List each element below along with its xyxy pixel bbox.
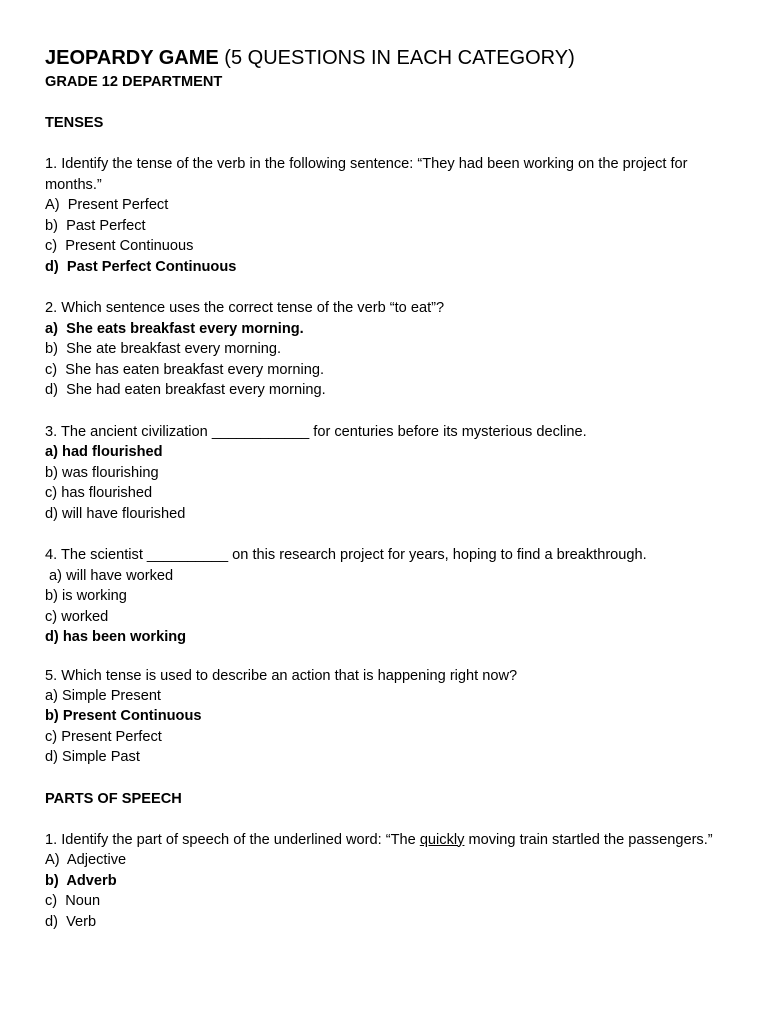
answer-option: a) will have worked	[45, 567, 174, 584]
answer-option: b) is working	[45, 588, 127, 604]
document-page	[45, 46, 725, 932]
question-text-end: moving train startled the passengers.”	[464, 831, 713, 848]
answer-option: c) Present Continuous	[45, 238, 194, 254]
answer-option-correct: d) Past Perfect Continuous	[45, 258, 237, 275]
answer-option: d) will have flourished	[45, 505, 186, 522]
answer-option-correct: a) had flourished	[45, 444, 163, 460]
answer-option: b) She ate breakfast every morning.	[45, 341, 282, 357]
answer-option: c) worked	[45, 608, 109, 625]
answer-option-correct: b) Present Continuous	[45, 708, 202, 724]
answer-option: d) She had eaten breakfast every morning.	[45, 382, 326, 398]
answer-option: c) has flourished	[45, 485, 153, 501]
answer-option-correct: a) She eats breakfast every morning.	[45, 320, 304, 337]
answer-option: d) Simple Past	[45, 749, 140, 765]
question-text: 5. Which tense is used to describe an action that is happening right now?	[45, 667, 518, 684]
answer-option: c) Noun	[45, 893, 101, 909]
answer-option: b) Past Perfect	[45, 217, 146, 234]
answer-option: A) Present Perfect	[45, 197, 169, 213]
answer-option-correct: b) Adverb	[45, 872, 117, 889]
title-subtitle: (5 QUESTIONS IN EACH CATEGORY)	[218, 47, 575, 69]
department-heading: GRADE 12 DEPARTMENT	[45, 74, 223, 90]
answer-option-correct: d) has been working	[45, 629, 187, 645]
question-text-start: 1. Identify the part of speech of the underlined word: “The	[45, 831, 420, 848]
answer-option: b) was flourishing	[45, 464, 159, 481]
answer-option: c) Present Perfect	[45, 728, 162, 745]
answer-option: a) Simple Present	[45, 687, 161, 704]
category-heading-parts-of-speech: PARTS OF SPEECH	[45, 790, 182, 807]
answer-option: A) Adjective	[45, 852, 127, 868]
title-main: JEOPARDY GAME	[45, 47, 219, 69]
question-text: 3. The ancient civilization ____________ for centuries before its mysterious decline.	[45, 423, 587, 440]
question-text: 1. Identify the tense of the verb in the following sentence: “They had been working on the project for months.”	[45, 156, 688, 193]
question-text	[45, 830, 725, 851]
underlined-word: quickly	[419, 831, 465, 848]
category-heading-tenses: TENSES	[45, 115, 104, 131]
answer-option: c) She has eaten breakfast every morning.	[45, 361, 325, 378]
document-title	[45, 46, 725, 70]
answer-option: d) Verb	[45, 913, 97, 930]
question-text: 4. The scientist __________ on this research project for years, hoping to find a breakthrough.	[45, 547, 647, 563]
question-text: 2. Which sentence uses the correct tense of the verb “to eat”?	[45, 300, 445, 316]
